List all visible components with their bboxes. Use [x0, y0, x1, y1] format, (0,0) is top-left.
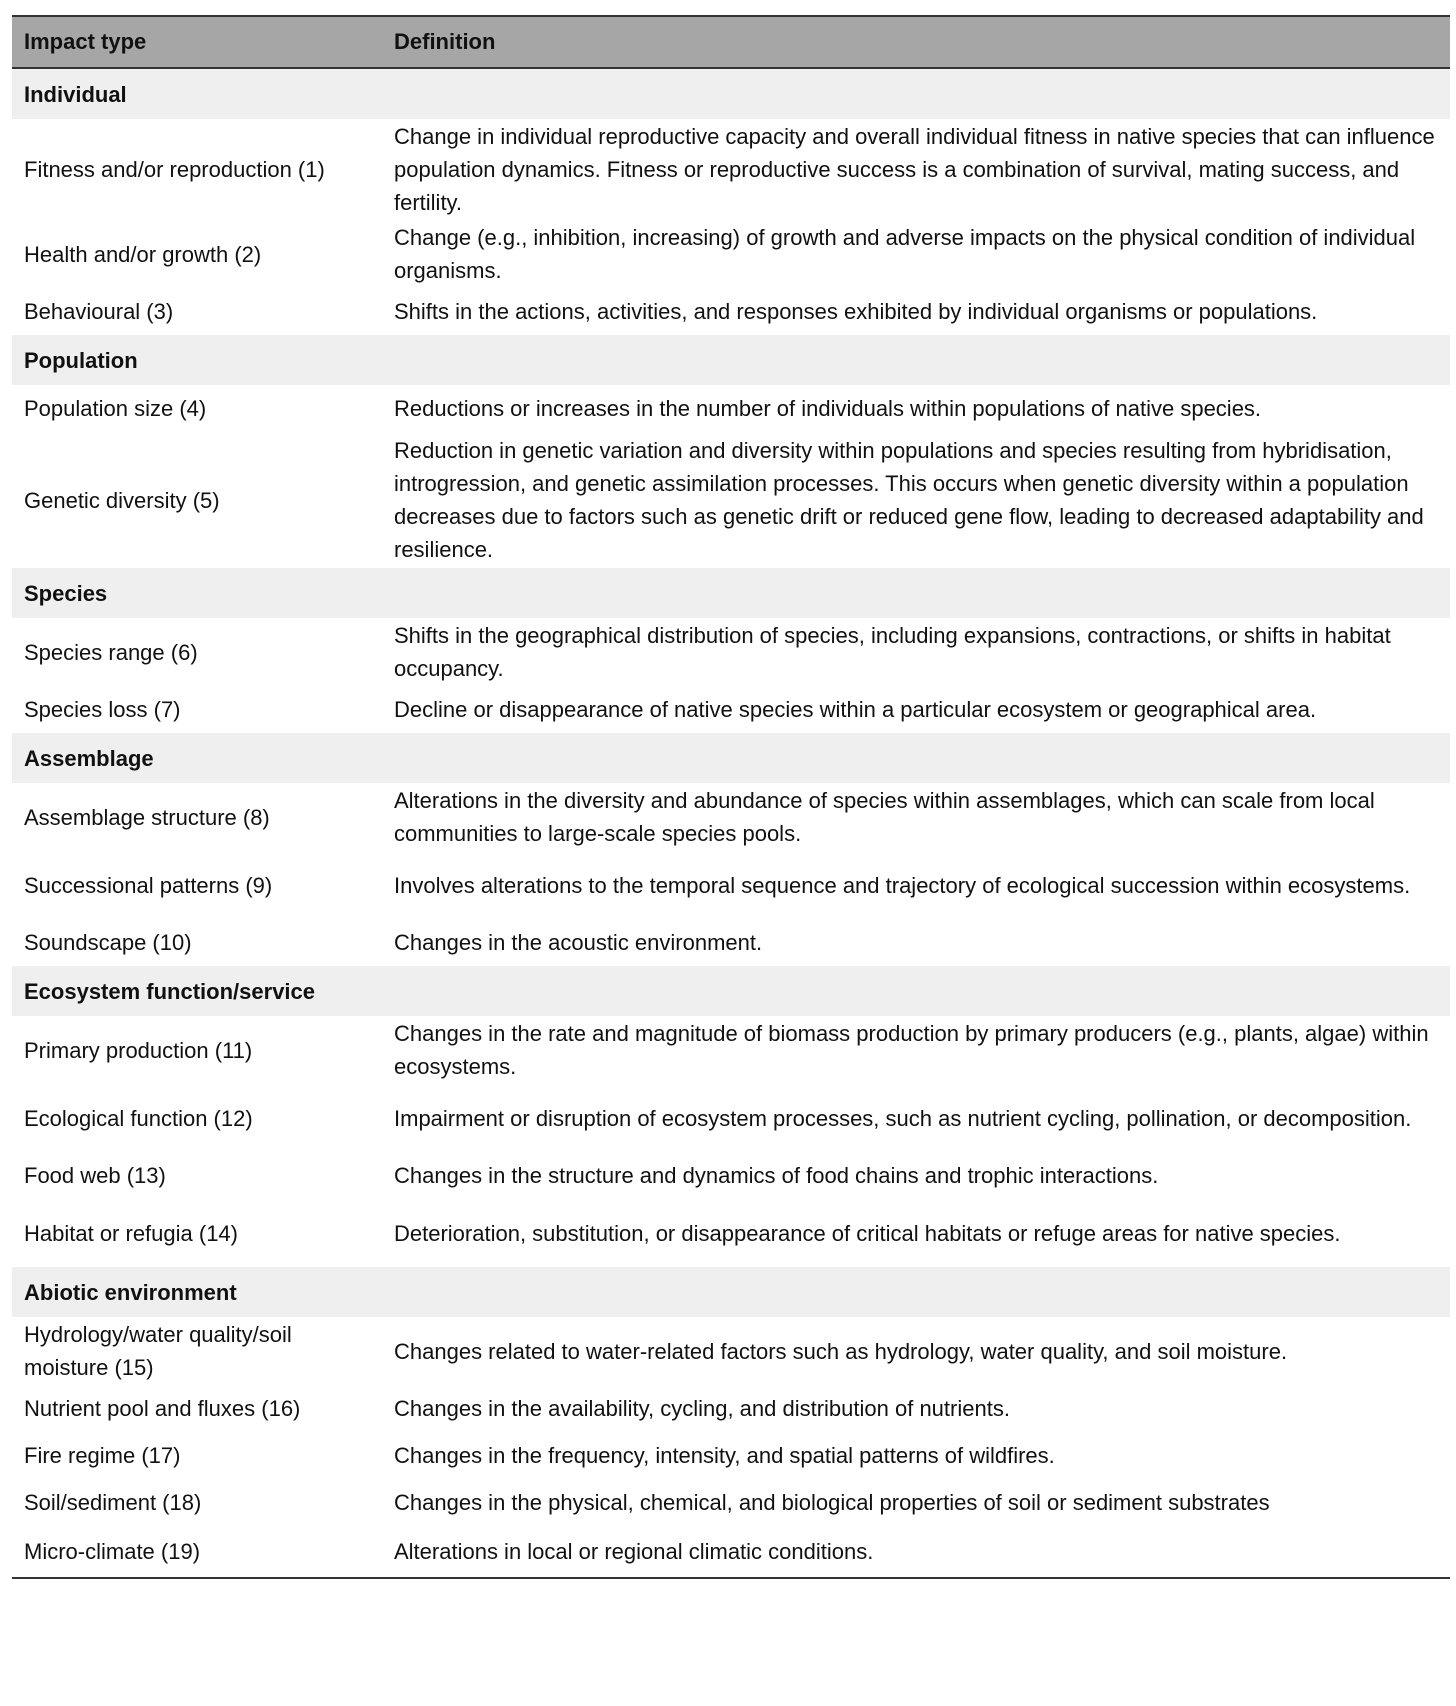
definition-cell: Changes in the rate and magnitude of biomass production by primary producers (e.g., plants, algae) within ecosystems.	[394, 1021, 1429, 1079]
group-row	[12, 68, 1450, 119]
table-row	[12, 851, 1450, 919]
definition-cell: Decline or disappearance of native species within a particular ecosystem or geographical area.	[394, 697, 1317, 722]
definition-cell: Changes in the availability, cycling, and distribution of nutrients.	[394, 1396, 1010, 1421]
definition-cell: Changes in the frequency, intensity, and spatial patterns of wildfires.	[394, 1443, 1055, 1468]
group-row	[12, 1267, 1450, 1317]
impact-type-cell: Micro-climate (19)	[12, 1526, 382, 1578]
definition-cell: Change (e.g., inhibition, increasing) of growth and adverse impacts on the physical condition of individual organisms.	[394, 225, 1416, 283]
table-row	[12, 1432, 1450, 1479]
definition-cell: Reduction in genetic variation and diversity within populations and species resulting from hybridisation, introgression, and genetic assimilation processes. This occurs when genetic diversity within a population decreases due to factors such as genetic drift or reduced gene flow, leading to decreased adaptability and resilience.	[394, 438, 1424, 562]
impact-type-cell: Species range (6)	[24, 639, 198, 665]
definition-cell: Changes related to water-related factors such as hydrology, water quality, and soil moisture.	[394, 1338, 1288, 1364]
table-row	[12, 288, 1450, 335]
definition-cell: Involves alterations to the temporal sequence and trajectory of ecological succession within ecosystems.	[394, 872, 1411, 898]
group-title: Species	[12, 568, 1450, 618]
definition-cell: Changes in the physical, chemical, and biological properties of soil or sediment substrates	[394, 1490, 1270, 1515]
definition-cell: Change in individual reproductive capacity and overall individual fitness in native species that can influence population dynamics. Fitness or reproductive success is a combination of survival, mating success, and fertility.	[394, 124, 1435, 215]
group-title: Individual	[12, 68, 1450, 119]
table-row	[12, 1016, 1450, 1084]
impact-type-cell: Habitat or refugia (14)	[24, 1220, 238, 1246]
definition-cell: Alterations in local or regional climatic conditions.	[382, 1526, 1450, 1578]
header-row	[12, 16, 1450, 68]
table-row	[12, 385, 1450, 432]
impact-type-cell: Population size (4)	[24, 396, 207, 421]
table-row	[12, 1385, 1450, 1432]
table-row	[12, 119, 1450, 220]
table-row	[12, 919, 1450, 966]
definition-cell: Changes in the acoustic environment.	[394, 930, 763, 955]
group-row	[12, 966, 1450, 1016]
group-row	[12, 568, 1450, 618]
table-row	[12, 1317, 1450, 1385]
table-row	[12, 783, 1450, 851]
table-row	[12, 220, 1450, 288]
table-row	[12, 686, 1450, 733]
definition-cell: Shifts in the geographical distribution of species, including expansions, contractions, or shifts in habitat occupancy.	[394, 623, 1391, 681]
table-body	[12, 68, 1450, 1578]
impact-type-cell: Soil/sediment (18)	[24, 1490, 202, 1515]
impact-type-cell: Health and/or growth (2)	[24, 241, 262, 267]
definition-cell: Changes in the structure and dynamics of food chains and trophic interactions.	[394, 1163, 1159, 1188]
table-row	[12, 618, 1450, 686]
impact-type-cell: Species loss (7)	[24, 697, 181, 722]
impact-type-cell: Fire regime (17)	[24, 1443, 181, 1468]
header-impact-type: Impact type	[12, 16, 382, 68]
impact-table	[12, 15, 1450, 1579]
definition-cell: Reductions or increases in the number of individuals within populations of native species.	[394, 396, 1262, 421]
group-row	[12, 733, 1450, 783]
table-row	[12, 1199, 1450, 1267]
impact-type-cell: Food web (13)	[24, 1163, 166, 1188]
group-row	[12, 335, 1450, 385]
impact-type-cell: Genetic diversity (5)	[24, 487, 220, 513]
table-row	[12, 1084, 1450, 1152]
impact-type-cell: Nutrient pool and fluxes (16)	[24, 1396, 301, 1421]
impact-type-cell: Behavioural (3)	[24, 299, 174, 324]
group-title: Abiotic environment	[12, 1267, 1450, 1317]
group-title: Population	[12, 335, 1450, 385]
impact-table-container	[12, 15, 1450, 1579]
impact-type-cell: Assemblage structure (8)	[24, 804, 270, 830]
table-header	[12, 16, 1450, 68]
definition-cell: Deterioration, substitution, or disappearance of critical habitats or refuge areas for native species.	[394, 1220, 1341, 1246]
group-title: Assemblage	[12, 733, 1450, 783]
table-row	[12, 1479, 1450, 1526]
impact-type-cell: Hydrology/water quality/soil moisture (15)	[24, 1322, 292, 1380]
table-row	[12, 1526, 1450, 1578]
header-definition: Definition	[382, 16, 1450, 68]
impact-type-cell: Soundscape (10)	[24, 930, 192, 955]
impact-type-cell: Ecological function (12)	[24, 1105, 253, 1131]
impact-type-cell: Successional patterns (9)	[24, 872, 273, 898]
table-row	[12, 432, 1450, 568]
table-row	[12, 1152, 1450, 1199]
group-title: Ecosystem function/service	[12, 966, 1450, 1016]
definition-cell: Alterations in the diversity and abundance of species within assemblages, which can scale from local communities to large-scale species pools.	[394, 788, 1375, 846]
definition-cell: Impairment or disruption of ecosystem processes, such as nutrient cycling, pollination, or decomposition.	[394, 1105, 1412, 1131]
impact-type-cell: Primary production (11)	[24, 1037, 253, 1063]
impact-type-cell: Fitness and/or reproduction (1)	[24, 157, 325, 182]
definition-cell: Shifts in the actions, activities, and responses exhibited by individual organisms or populations.	[394, 299, 1318, 324]
